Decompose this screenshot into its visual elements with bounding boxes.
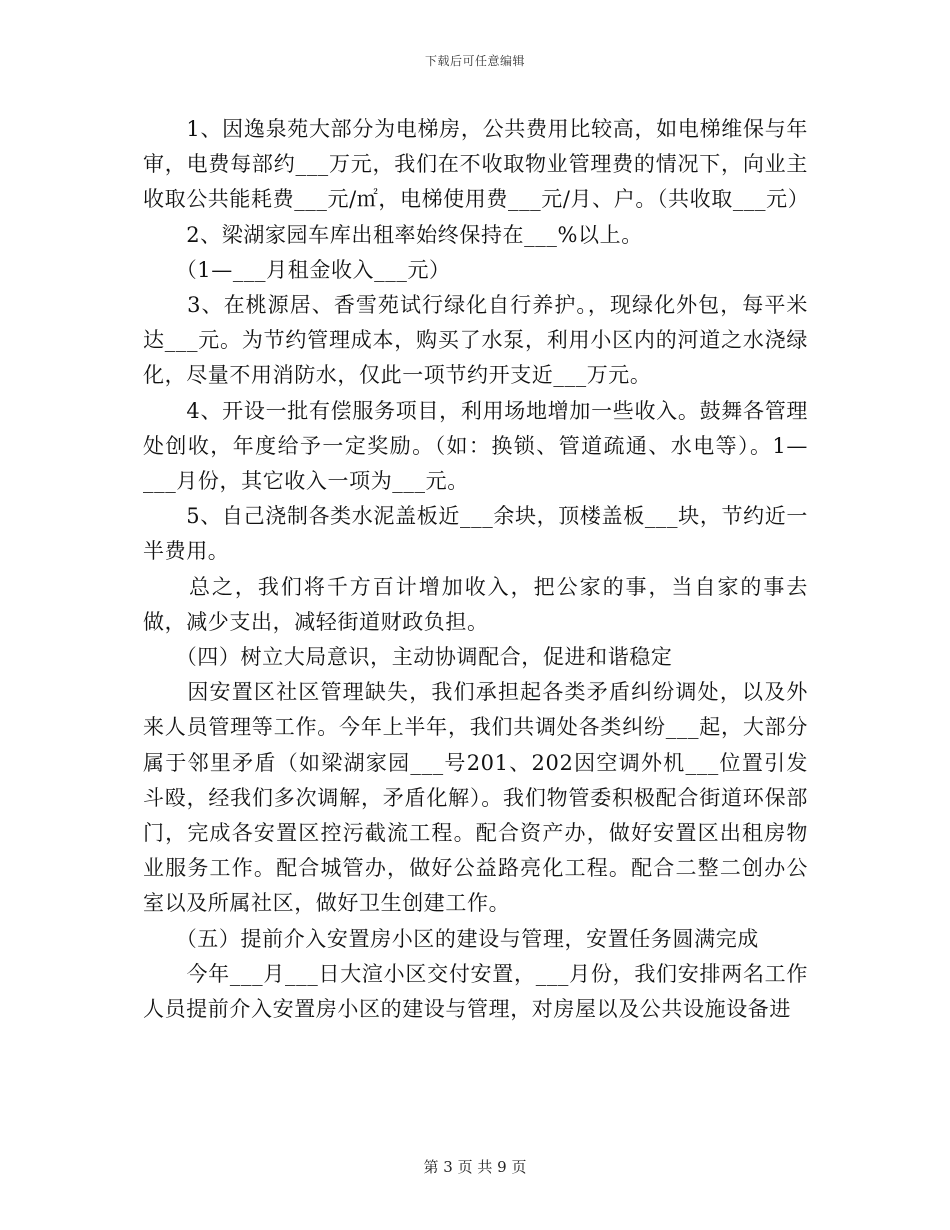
page-footer: 第 3 页 共 9 页 bbox=[423, 1158, 527, 1176]
paragraph-item-1: 1、因逸泉苑大部分为电梯房，公共费用比较高，如电梯维保与年审，电费每部约___万元，我们在不收取物业管理费的情况下，向业主收取公共能耗费___元/㎡，电梯使用费___元/月、户。（共收取___元） bbox=[143, 117, 810, 212]
paragraph-item-5: 5、自己浇制各类水泥盖板近___余块，顶楼盖板___块，节约近一半费用。 bbox=[143, 504, 808, 564]
paragraph-item-4: 4、开设一批有偿服务项目，利用场地增加一些收入。鼓舞各管理处创收，年度给予一定奖励。（如：换锁、管道疏通、水电等）。1—___月份，其它收入一项为___元。 bbox=[143, 398, 808, 494]
paragraph-summary: 总之，我们将千方百计增加收入，把公家的事，当自家的事去做，减少支出，减轻街道财政负担。 bbox=[143, 574, 808, 634]
paragraph-item-2-sub: （1—___月租金收入___元） bbox=[143, 257, 451, 282]
paragraph-section-five: 今年___月___日大渲小区交付安置，___月份，我们安排两名工作人员提前介入安置房小区的建设与管理，对房屋以及公共设施设备进 bbox=[143, 961, 808, 1022]
paragraph-item-2: 2、梁湖家园车库出租率始终保持在___%以上。 bbox=[143, 222, 643, 247]
section-heading-four: （四）树立大局意识，主动协调配合，促进和谐稳定 bbox=[143, 645, 673, 670]
paragraph-section-four: 因安置区社区管理缺失，我们承担起各类矛盾纠纷调处，以及外来人员管理等工作。今年上半年，我们共调处各类纠纷___起，大部分属于邻里矛盾（如梁湖家园___号201、202因空调外机___位置引发斗殴，经我们多次调解，矛盾化解）。我们物管委积极配合街道环保部门，完成各安置区控污截流工程。配合资产办，做好安置区出租房物业服务工作。配合城管办，做好公益路亮化工程。配合二整二创办公室以及所属社区，做好卫生创建工作。 bbox=[143, 680, 808, 916]
paragraph-item-3: 3、在桃源居、香雪苑试行绿化自行养护。，现绿化外包，每平米达___元。为节约管理成本，购买了水泵，利用小区内的河道之水浇绿化，尽量不用消防水，仅此一项节约开支近___万元。 bbox=[143, 293, 808, 388]
document-body bbox=[143, 112, 808, 1027]
section-heading-five: （五）提前介入安置房小区的建设与管理，安置任务圆满完成 bbox=[143, 926, 759, 951]
page-header: 下载后可任意编辑 bbox=[424, 54, 525, 68]
